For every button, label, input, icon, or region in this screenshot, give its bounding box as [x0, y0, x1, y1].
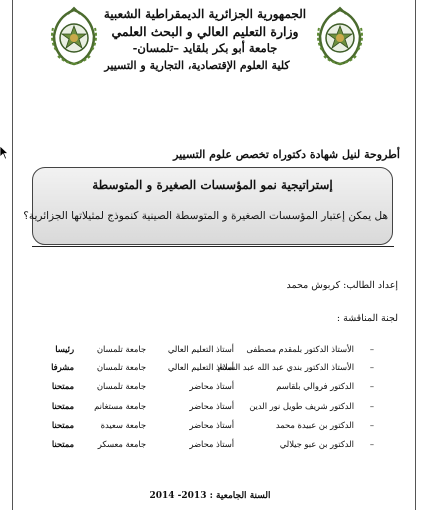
thesis-degree-line: أطروحة لنيل شهادة دكتوراه تخصص علوم التسيير [173, 148, 400, 161]
committee-row [0, 420, 430, 434]
committee-row [0, 362, 430, 376]
member-role: مشرفا [51, 362, 74, 372]
committee-title: لجنة المناقشة : [336, 313, 398, 324]
row-dash: – [369, 344, 374, 354]
document-header [100, 6, 310, 74]
committee-row [0, 344, 430, 358]
member-name: الدكتور بن عبيدة محمد [275, 420, 354, 430]
prepared-by: إعداد الطالب: كربوش محمد [286, 280, 398, 291]
member-role: ممتحنا [51, 420, 74, 430]
row-dash: – [369, 362, 374, 372]
thesis-subtitle: هل يمكن إعتبار المؤسسات الصغيرة و المتوسطة الصينية كنموذج لمثيلاتها الجزائرية؟ [23, 210, 388, 222]
member-role: ممتحنا [51, 439, 74, 449]
member-rank: أستاذ محاضر [189, 439, 234, 449]
divider [32, 246, 394, 247]
row-dash: – [369, 381, 374, 391]
committee-row [0, 439, 430, 453]
row-dash: – [369, 401, 374, 411]
mouse-cursor-icon [0, 146, 8, 160]
member-name: الدكتور شريف طويل نور الدين [249, 401, 354, 411]
committee-row [0, 401, 430, 415]
member-university: جامعة تلمسان [96, 381, 146, 391]
member-role: ممتحنا [51, 401, 74, 411]
member-role: ممتحنا [51, 381, 74, 391]
member-name: الأستاذ الدكتور بندي عبد الله عبد السلام [217, 362, 354, 372]
member-role: رئيسا [55, 344, 74, 354]
member-name: الدكتور بن عبو جيلالي [279, 439, 354, 449]
member-rank: أستاذ محاضر [189, 381, 234, 391]
row-dash: – [369, 420, 374, 430]
member-rank: أستاذ محاضر [189, 420, 234, 430]
member-rank: أستاذ التعليم العالي [167, 362, 234, 372]
member-university: جامعة تلمسان [96, 344, 146, 354]
member-university: جامعة مستغانم [94, 401, 146, 411]
faculty-name: كلية العلوم الإقتصادية، التجارية و التسيير [104, 59, 290, 72]
row-dash: – [369, 439, 374, 449]
member-university: جامعة سعيدة [100, 420, 146, 430]
member-rank: أستاذ التعليم العالي [167, 344, 234, 354]
university-name: جامعة أبو بكر بلقايد –تلمسان- [132, 41, 278, 55]
academic-year: السنة الجامعية : 2013- 2014 [149, 491, 271, 501]
thesis-title: إستراتيجية نمو المؤسسات الصغيرة و المتوسطة [92, 178, 333, 192]
member-rank: أستاذ محاضر [189, 401, 234, 411]
ministry-name: وزارة التعليم العالي و البحث العلمي [111, 24, 299, 39]
university-seal-icon [312, 6, 368, 68]
republic-name: الجمهورية الجزائرية الديمقراطية الشعبية [103, 7, 307, 21]
member-university: جامعة تلمسان [96, 362, 146, 372]
member-university: جامعة معسكر [97, 439, 146, 449]
member-name: الأستاذ الدكتور بلمقدم مصطفى [246, 344, 354, 354]
member-name: الدكتور فروالي بلقاسم [276, 381, 354, 391]
committee-row [0, 381, 430, 395]
